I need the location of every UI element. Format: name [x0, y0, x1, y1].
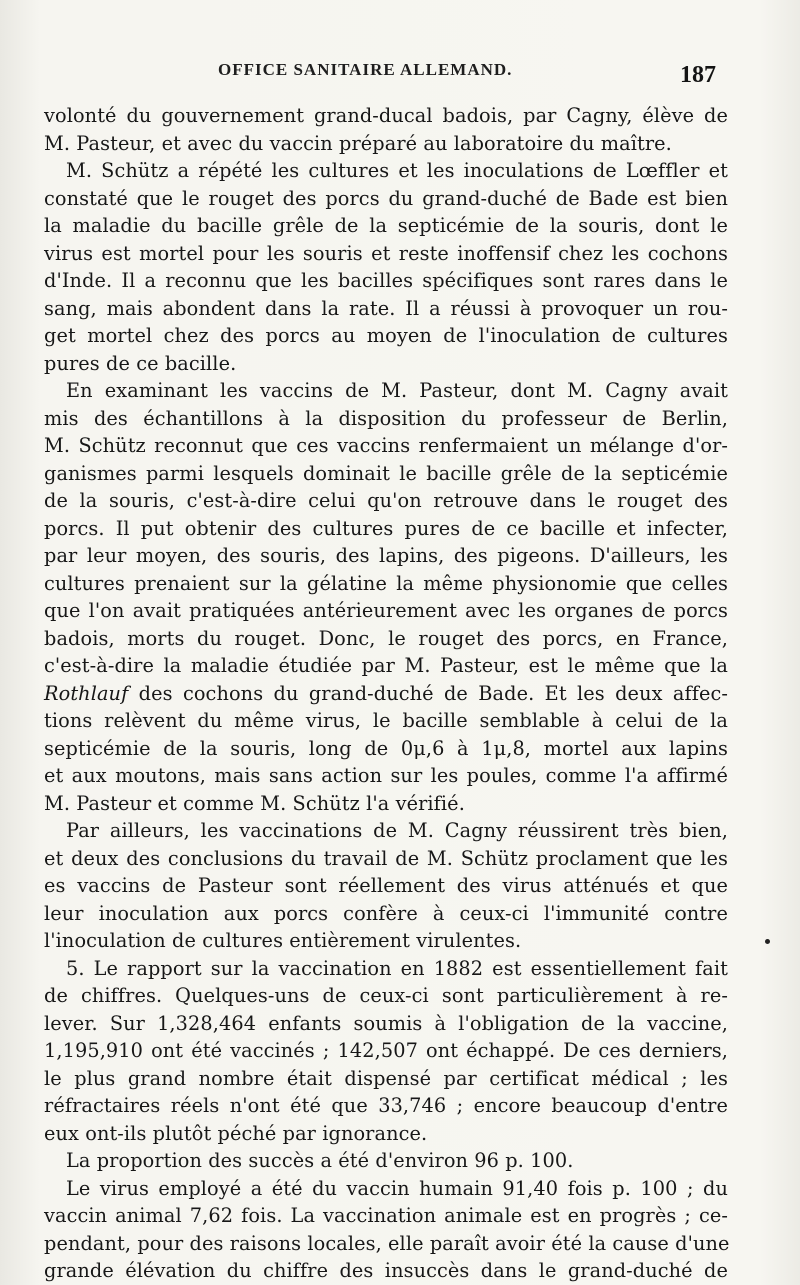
text-line: que l'on avait pratiquées antérieurement avec les organes de porcs: [44, 599, 728, 622]
text-line-with-italic: [44, 680, 728, 708]
text-line: sang, mais abondent dans la rate. Il a réussi à provoquer un rou-: [44, 296, 728, 320]
text-line: En examinant les vaccins de M. Pasteur, dont M. Cagny avait: [66, 379, 728, 402]
text-line: eux ont-ils plutôt péché par ignorance.: [44, 1121, 428, 1145]
text-line: M. Schütz reconnut que ces vaccins renfermaient un mélange d'or-: [44, 434, 728, 457]
margin-mark: [765, 939, 770, 944]
text-line: la maladie du bacille grêle de la septicémie de la souris, dont le: [44, 214, 728, 237]
text-line: es vaccins de Pasteur sont réellement des virus atténués et que: [44, 874, 728, 897]
text-line: La proportion des succès a été d'environ 96 p. 100.: [66, 1149, 574, 1172]
text-line: Par ailleurs, les vaccinations de M. Cagny réussirent très bien,: [66, 819, 728, 842]
text-line: et aux moutons, mais sans action sur les poules, comme l'a affirmé: [44, 764, 728, 787]
text-line: 1,195,910 ont été vaccinés ; 142,507 ont échappé. De ces derniers,: [44, 1039, 728, 1062]
text-line: Le virus employé a été du vaccin humain 91,40 fois p. 100 ; du: [66, 1176, 728, 1200]
text-line: de chiffres. Quelques-uns de ceux-ci sont particulièrement à re-: [44, 984, 728, 1007]
text-line: tions relèvent du même virus, le bacille semblable à celui de la: [44, 709, 728, 732]
running-head: OFFICE SANITAIRE ALLEMAND.: [218, 60, 513, 79]
text-line: pendant, pour des raisons locales, elle paraît avoir été la cause d'une: [44, 1231, 730, 1255]
text-line-rest: des cochons du grand-duché de Bade. Et les deux affec-: [138, 681, 728, 705]
text-line: de la souris, c'est-à-dire celui qu'on retrouve dans le rouget des: [44, 489, 728, 512]
text-line: get mortel chez des porcs au moyen de l'inoculation de cultures: [44, 324, 728, 347]
text-line: M. Pasteur, et avec du vaccin préparé au laboratoire du maître.: [44, 131, 672, 155]
text-line: le plus grand nombre était dispensé par certificat médical ; les: [44, 1066, 728, 1090]
text-line: réfractaires réels n'ont été que 33,746 ; encore beaucoup d'entre: [44, 1094, 728, 1117]
text-line: 5. Le rapport sur la vaccination en 1882 est essentiellement fait: [66, 956, 728, 980]
text-line: l'inoculation de cultures entièrement virulentes.: [44, 929, 522, 952]
text-line: M. Pasteur et comme M. Schütz l'a vérifié.: [44, 791, 465, 815]
text-line: constaté que le rouget des porcs du grand-duché de Bade est bien: [44, 186, 728, 210]
text-line: par leur moyen, des souris, des lapins, des pigeons. D'ailleurs, les: [44, 544, 728, 567]
body-text: [44, 102, 728, 1285]
italic-term: Rothlauf: [44, 681, 129, 705]
text-line: ganismes parmi lesquels dominait le bacille grêle de la septicémie: [44, 461, 728, 485]
text-line: mis des échantillons à la disposition du professeur de Berlin,: [44, 406, 728, 430]
page-header: [0, 60, 800, 90]
page-number: 187: [680, 62, 716, 88]
text-line: badois, morts du rouget. Donc, le rouget des porcs, en France,: [44, 626, 728, 650]
text-line: M. Schütz a répété les cultures et les inoculations de Lœffler et: [66, 159, 728, 182]
text-line: grande élévation du chiffre des insuccès dans le grand-duché de: [44, 1259, 728, 1282]
text-line: septicémie de la souris, long de 0μ,6 à 1μ,8, mortel aux lapins: [44, 736, 728, 760]
text-line: volonté du gouvernement grand-ducal badois, par Cagny, élève de: [44, 104, 728, 127]
text-line: c'est-à-dire la maladie étudiée par M. Pasteur, est le même que la: [44, 654, 728, 677]
text-line: vaccin animal 7,62 fois. La vaccination animale est en progrès ; ce-: [44, 1204, 728, 1227]
text-line: lever. Sur 1,328,464 enfants soumis à l'obligation de la vaccine,: [44, 1011, 728, 1035]
text-line: leur inoculation aux porcs confère à ceux-ci l'immunité contre: [44, 901, 728, 925]
text-line: d'Inde. Il a reconnu que les bacilles spécifiques sont rares dans le: [44, 269, 728, 292]
text-line: cultures prenaient sur la gélatine la même physionomie que celles: [44, 571, 728, 595]
text-line: et deux des conclusions du travail de M. Schütz proclament que les: [44, 846, 728, 870]
text-line: virus est mortel pour les souris et reste inoffensif chez les cochons: [44, 241, 728, 265]
text-line: porcs. Il put obtenir des cultures pures de ce bacille et infecter,: [44, 516, 728, 540]
text-line: pures de ce bacille.: [44, 351, 237, 375]
